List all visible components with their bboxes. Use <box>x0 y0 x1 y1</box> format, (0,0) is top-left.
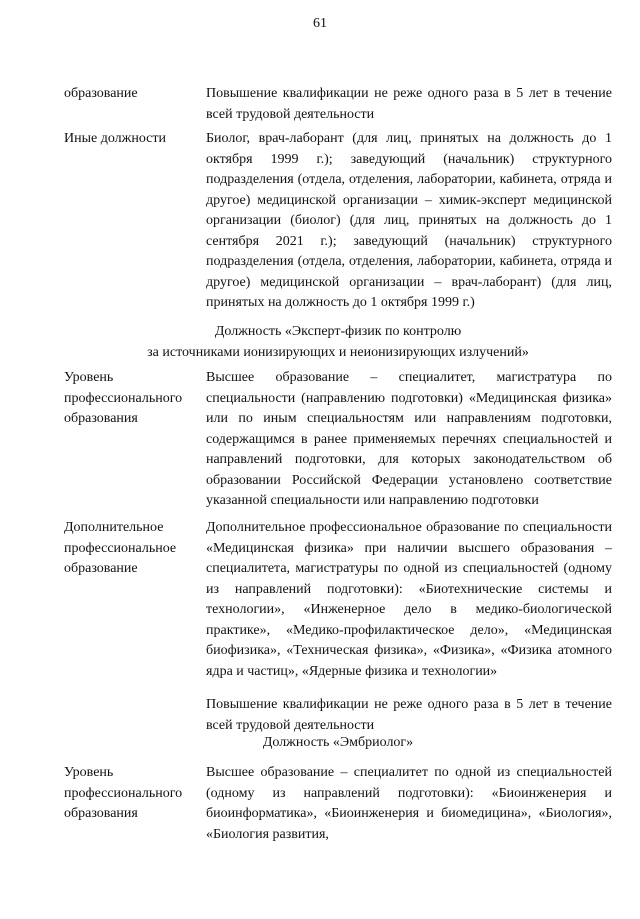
row-label: образование <box>64 86 138 101</box>
heading-line: за источниками ионизирующих и неионизирующих излучений» <box>147 344 529 360</box>
row-label: Дополнительное профессиональное образование <box>64 520 177 576</box>
heading-line: Должность «Эксперт-физик по контролю <box>214 324 462 339</box>
row-value: Биолог, врач-лаборант (для лиц, принятых на должность до 1 октября 1999 г.); заведующий (начальник) структурного подразделения (отдела, отделения, лаборатории, кабинета, отряда и другое) медицинской организации – химик-эксперт медицинской организации (биолог) (для лиц, принятых на должность до 1 сентября 2021 г.); заведующий (начальник) структурного подразделения (отдела, отделения, лаборатории, кабинета, отряда и другое) медицинской организации – врач-лаборант) (для лиц, принятых на должность до 1 октября 1999 г.) <box>206 131 612 310</box>
row-value: Повышение квалификации не реже одного раза в 5 лет в течение всей трудовой деятельности <box>206 86 612 122</box>
section-heading-embryologist <box>64 733 612 754</box>
row-label: Уровень профессионального образования <box>64 765 183 821</box>
row-value-secondary: Повышение квалификации не реже одного раза в 5 лет в течение всей трудовой деятельности <box>206 697 612 733</box>
row-label: Уровень профессионального образования <box>64 370 183 426</box>
row-value-group <box>206 518 612 736</box>
heading-line: Должность «Эмбриолог» <box>262 735 414 750</box>
row-value: Дополнительное профессиональное образование по специальности «Медицинская физика» при наличии высшего образования – специалитета, магистратуры по одной из специальностей (одному из направлений подготовки): «Биотехнические системы и технологии», «Инженерное дело в медико-биологической практике», «Медико-профилактическое дело», «Медицинская биофизика», «Техническая физика», «Физика», «Физика атомного ядра и частиц», «Ядерные физика и технологии» <box>206 520 612 679</box>
page-number: 61 <box>313 16 327 31</box>
row-value: Высшее образование – специалитет, магистратура по специальности (направлению подготовки) «Медицинская физика» или по иным специальностям или направлениям подготовки, содержащимся в ранее применяемых перечнях специальностей и направлений подготовки, для которых законодательством об образовании Российской Федерации установлено соответствие указанной специальности или направлению подготовки <box>206 370 612 508</box>
section-heading-physicist <box>64 322 612 363</box>
row-label: Иные должности <box>64 131 166 146</box>
row-value: Высшее образование – специалитет по одной из специальностей (одному из направлений подготовки): «Биоинженерия и биоинформатика», «Биоинженерия и биомедицина», «Биология», «Биология развития, <box>206 765 612 842</box>
